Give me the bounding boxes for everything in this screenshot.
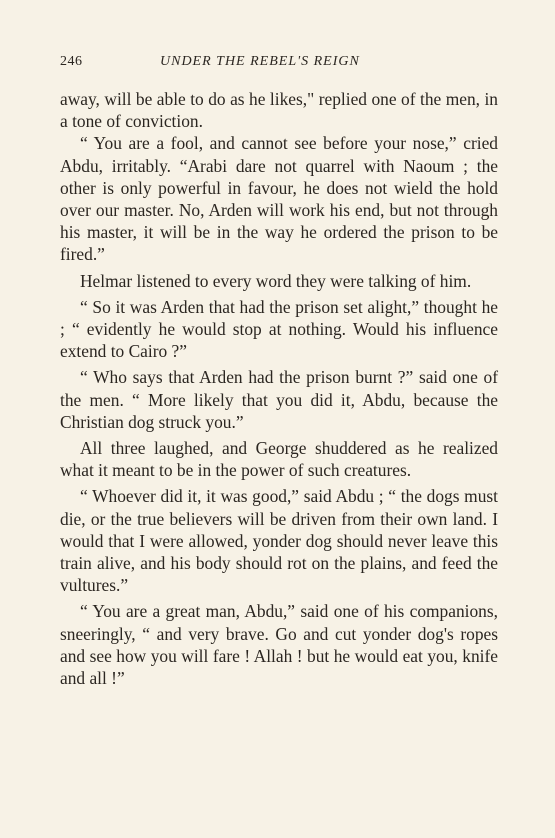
paragraph: “ Whoever did it, it was good,” said Abdu ; “ the dogs must die, or the true believers will be driven from their own land. I would that I were allowed, yonder dog should never leave this train alive, and his body should rot on the plains, and feed the vultures.”: [60, 486, 498, 596]
page-number: 246: [60, 54, 83, 69]
paragraph: “ Who says that Arden had the prison burnt ?” said one of the men. “ More likely that you did it, Abdu, because the Christian dog struck you.”: [60, 367, 498, 432]
paragraph-continuation: away, will be able to do as he likes," replied one of the men, in a tone of conviction.: [60, 89, 498, 132]
paragraph: “ You are a fool, and cannot see before your nose,” cried Abdu, irritably. “Arabi dare not quarrel with Naoum ; the other is only powerful in favour, he does not wield the hold over our master. No, Arden will work his end, but not through his master, it will be in the way he ordered the prison to be fired.”: [60, 133, 498, 265]
running-header: [60, 54, 498, 80]
body-text: [60, 88, 498, 689]
paragraph: Helmar listened to every word they were talking of him.: [80, 270, 472, 291]
paragraph: All three laughed, and George shuddered as he realized what it meant to be in the power of such creatures.: [60, 438, 498, 481]
book-page: [60, 54, 498, 689]
running-title: UNDER THE REBEL'S REIGN: [160, 54, 360, 69]
paragraph: “ So it was Arden that had the prison set alight,” thought he ; “ evidently he would stop at nothing. Would his influence extend to Cairo ?”: [60, 296, 498, 362]
paragraph: “ You are a great man, Abdu,” said one of his companions, sneeringly, “ and very brave. Go and cut yonder dog's ropes and see how you will fare ! Allah ! but he would eat you, knife and all !”: [60, 601, 498, 689]
